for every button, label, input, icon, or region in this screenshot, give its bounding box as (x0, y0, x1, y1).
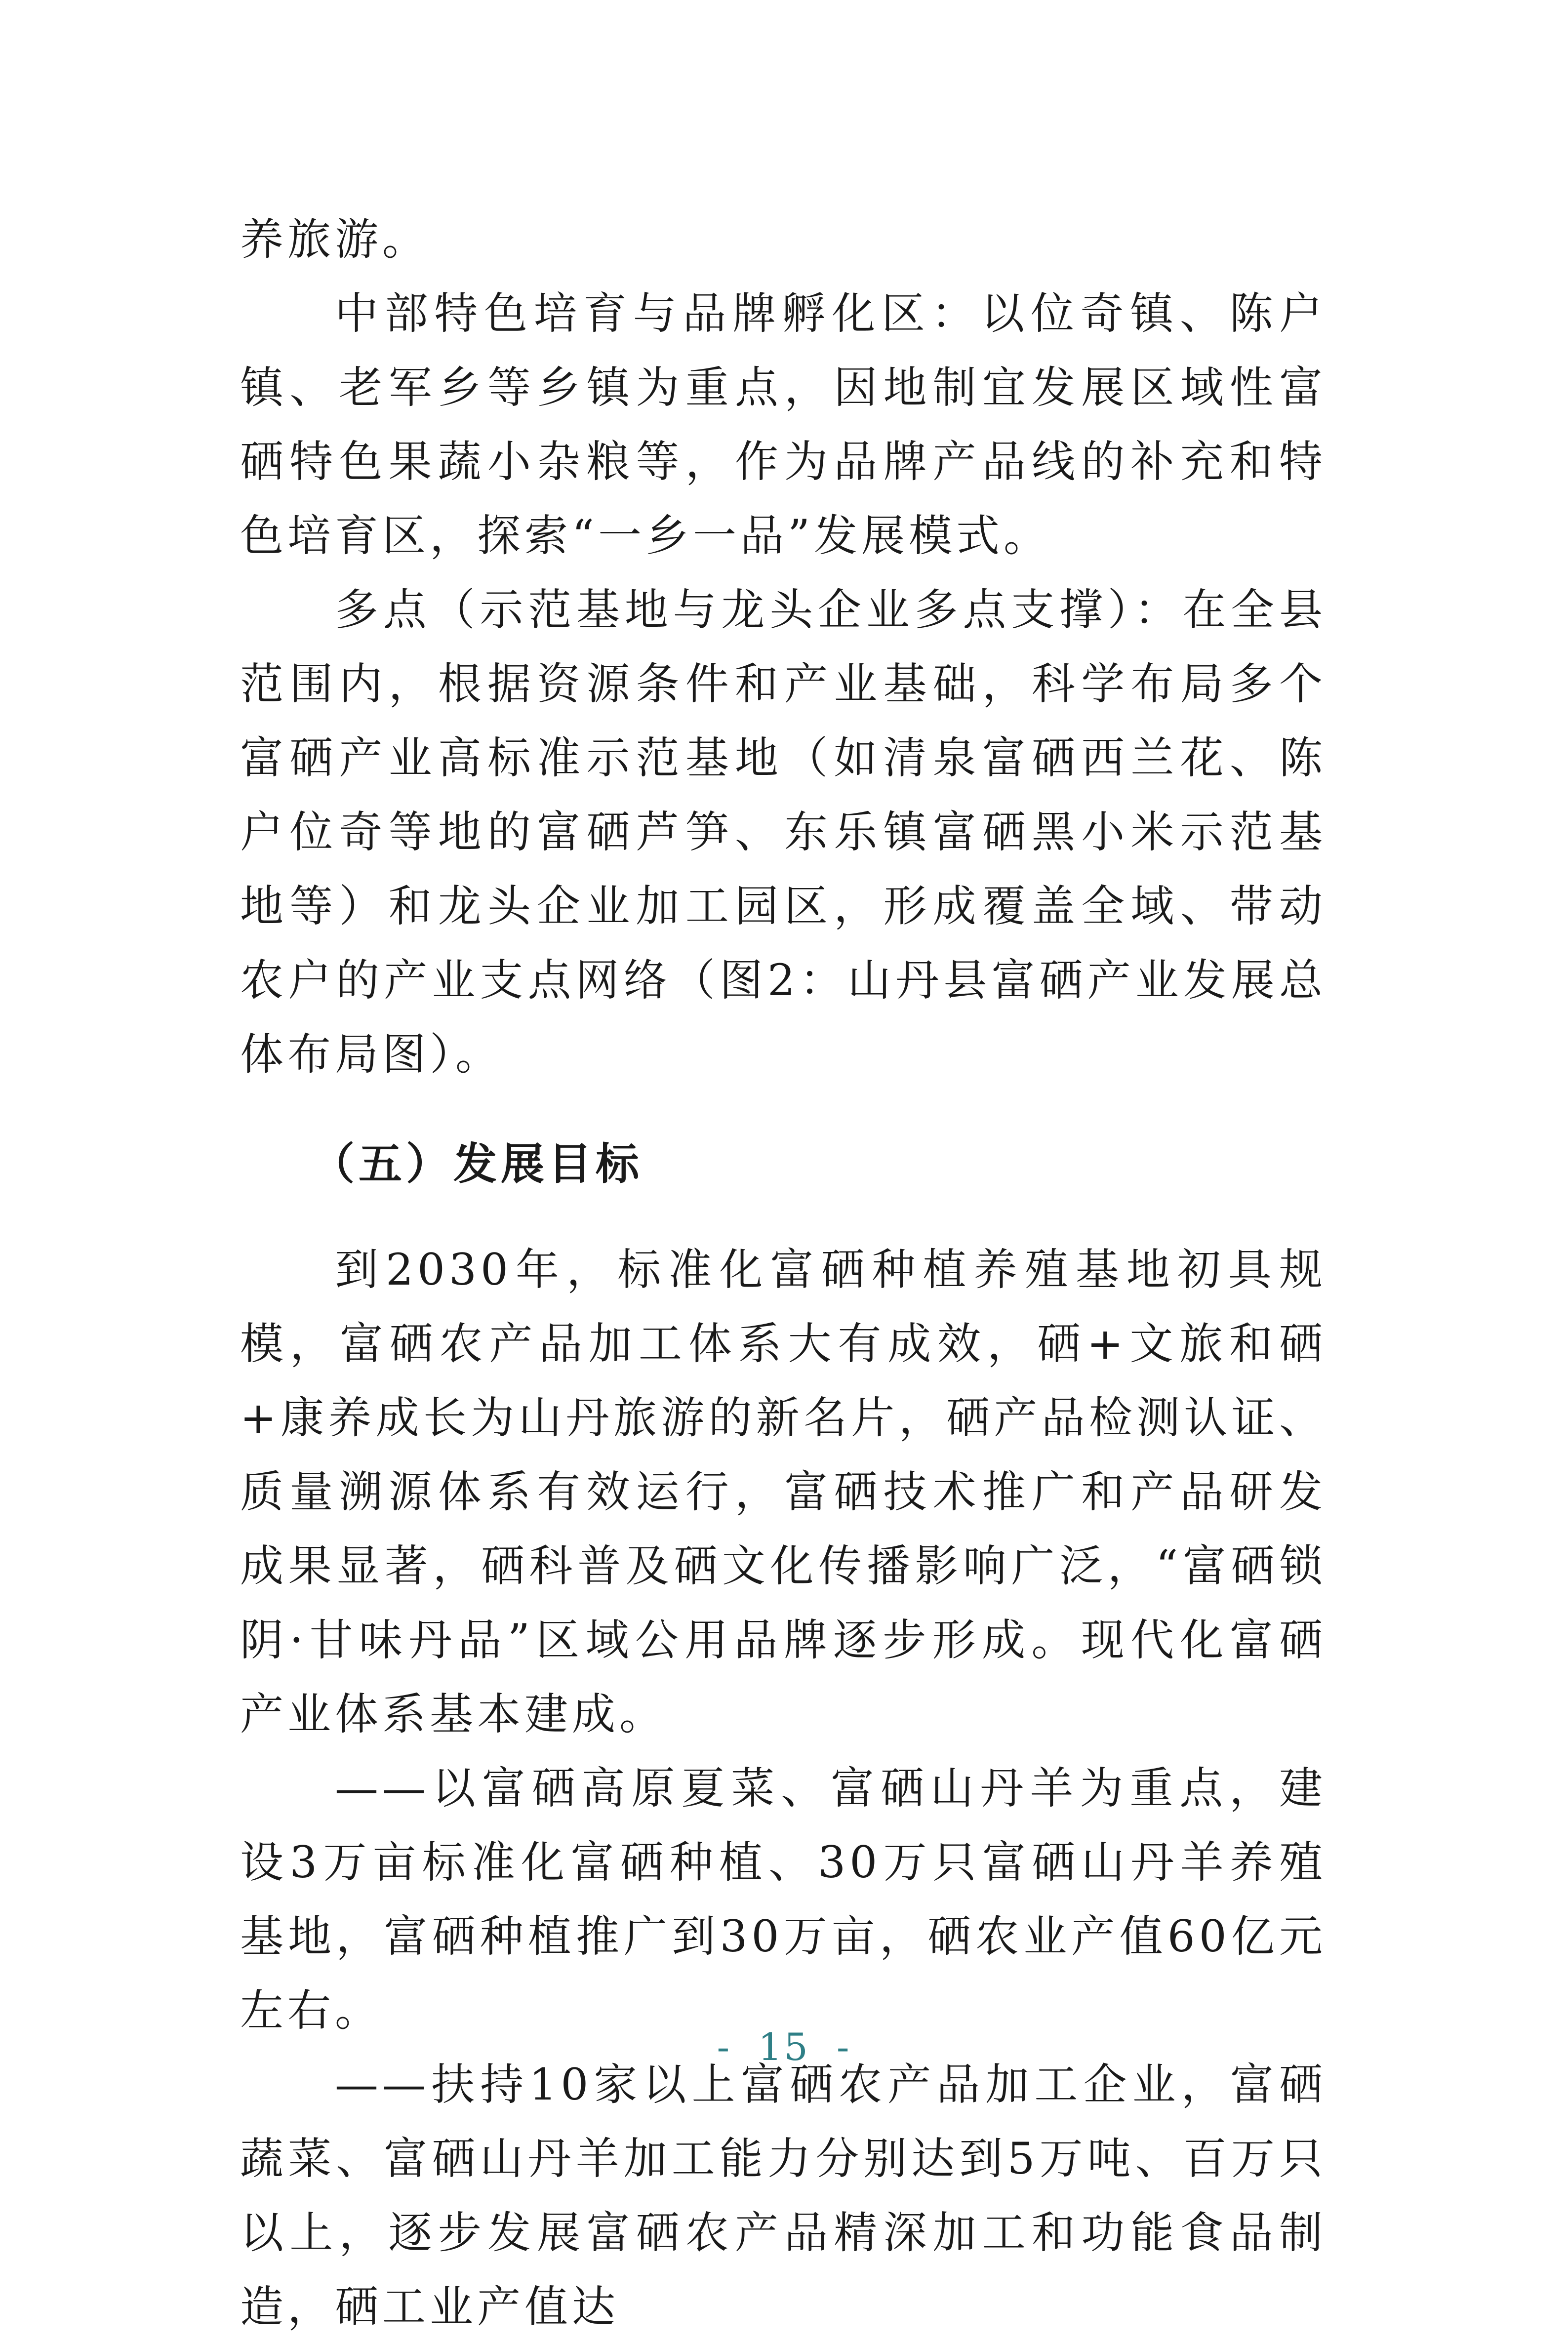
paragraph-multi-point: 多点（示范基地与龙头企业多点支撑）：在全县范围内，根据资源条件和产业基础，科学布局多个富硒产业高标准示范基地（如清泉富硒西兰花、陈户位奇等地的富硒芦笋、东乐镇富硒黑小米示范基地等）和龙头企业加工园区，形成覆盖全域、带动农户的产业支点网络（图2：山丹县富硒产业发展总体布局图）。 (240, 584, 1327, 1080)
paragraph-goal-2030: 到2030年，标准化富硒种植养殖基地初具规模，富硒农产品加工体系大有成效，硒+文旅和硒+康养成长为山丹旅游的新名片，硒产品检测认证、质量溯源体系有效运行，富硒技术推广和产品研发成果显著，硒科普及硒文化传播影响广泛，“富硒锁阴·甘味丹品”区域公用品牌逐步形成。现代化富硒产业体系基本建成。 (240, 1244, 1327, 1739)
section-heading: （五）发展目标 (311, 1138, 643, 1189)
footer-dash-left: - (717, 2025, 732, 2069)
paragraph-continuation: 养旅游。 (240, 214, 430, 265)
paragraph-central-zone: 中部特色培育与品牌孵化区：以位奇镇、陈户镇、老军乡等乡镇为重点，因地制宜发展区域性富硒特色果蔬小杂粮等，作为品牌产品线的补充和特色培育区，探索“一乡一品”发展模式。 (240, 288, 1327, 561)
paragraph-goal-planting: ——以富硒高原夏菜、富硒山丹羊为重点，建设3万亩标准化富硒种植、30万只富硒山丹羊养殖基地，富硒种植推广到30万亩，硒农业产值60亿元左右。 (240, 1763, 1327, 2036)
paragraph-goal-processing: ——扶持10家以上富硒农产品加工企业，富硒蔬菜、富硒山丹羊加工能力分别达到5万吨、百万只以上，逐步发展富硒农产品精深加工和功能食品制造，硒工业产值达 (240, 2059, 1327, 2332)
page-number: 15 (758, 2025, 810, 2069)
document-body (240, 202, 1327, 2344)
page-footer (0, 2025, 1568, 2069)
footer-dash-right: - (836, 2025, 851, 2069)
